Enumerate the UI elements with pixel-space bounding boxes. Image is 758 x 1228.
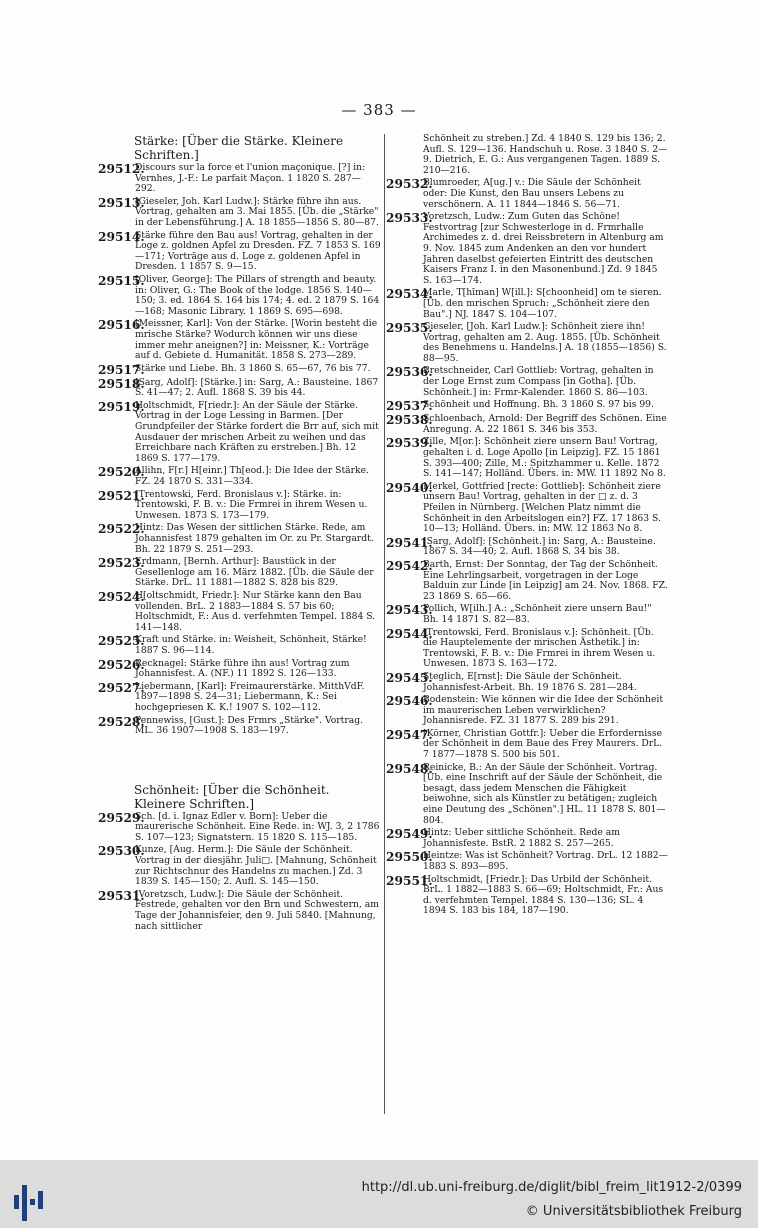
bibliography-entry (386, 560, 668, 602)
entry-text: Reinicke, B.: An der Säule der Schönheit. Vortrag. [Üb. eine Inschrift auf der Säule der Schönheit, die besagt, dass jedem Menschen die Fähigkeit beiwohne, sich als Künstler zu betätigen; zugleich eine Deutung des „Schönen".] HL. 11 1878 S. 801—804. (423, 761, 666, 826)
bibliography-entry (98, 682, 381, 714)
ub-freiburg-logo-icon (14, 1181, 44, 1221)
entry-number: 29542. (386, 558, 433, 573)
bibliography-entry (386, 604, 668, 625)
entry-number: 29515. (98, 273, 145, 288)
entry-list (98, 163, 381, 737)
entry-number: 29545. (386, 670, 433, 685)
bibliography-entry (386, 672, 668, 693)
entry-text: [Körner, Christian Gottfr.]: Ueber die Erfordernisse der Schönheit in dem Baue des Frey Maurers. DrL. 7 1877—1878 S. 500 bis 501. (423, 727, 663, 761)
bibliography-entry (98, 591, 381, 633)
entry-number: 29529. (98, 810, 145, 825)
entry-text: Recknagel: Stärke führe ihn aus! Vortrag zum Johannisfest. A. (NF.) 11 1892 S. 126—133. (135, 657, 350, 680)
entry-text: Pennewiss, [Gust.]: Des Frmrs „Stärke". Vortrag. ML. 36 1907—1908 S. 183—197. (135, 714, 364, 737)
entry-number: 29512. (98, 162, 145, 176)
bibliography-entry (386, 437, 668, 479)
entry-text: Blumroeder, A[ug.] v.: Die Säule der Schönheit oder: Die Kunst, den Bau unsers Lebens zu verschönern. A. 11 1844—1846 S. 56—71. (423, 177, 641, 210)
entry-number: 29531. (98, 888, 145, 903)
entry-text: Gieseler, [Joh. Karl Ludw.]: Schönheit ziere ihn! Vortrag, gehalten am 2. Aug. 1855. [Üb. Schönheit des Benehmens u. Handelns.] A. 18 (1855—1856) S. 88—95. (423, 321, 667, 364)
entry-text: [Gieseler, Joh. Karl Ludw.]: Stärke führe ihn aus. Vortrag, gehalten am 3. Mai 1855. [Üb. die „Stärke" in der Lebensführung.] A. 18 1855—1856 S. 80—87. (135, 195, 379, 228)
entry-text: [Sarg, Adolf]: [Schönheit.] in: Sarg, A.: Bausteine. 1867 S. 34—40; 2. Aufl. 1868 S. 34 bis 38. (423, 535, 656, 558)
bibliography-entry (386, 212, 668, 286)
entry-text: [Sarg, Adolf]: [Stärke.] in: Sarg, A.: Bausteine. 1867 S. 41—47; 2. Aufl. 1868 S. 39 bis 44. (135, 376, 379, 399)
entry-number: 29525. (98, 634, 145, 649)
entry-number: 29537. (386, 399, 433, 414)
entry-number: 29544. (386, 626, 433, 641)
bibliography-entry (98, 812, 381, 844)
entry-number: 29541. (386, 535, 433, 550)
entry-list (98, 812, 381, 933)
entry-text: [Meissner, Karl]: Von der Stärke. [Worin besteht die mrische Stärke? Wodurch können wir uns diese immer mehr aneignen?] in: Meissner, K.: Vorträge auf d. Gebiete d. Humanität. 1858 S. 273—289. (135, 318, 378, 362)
entry-text: Voretzsch, Ludw.: Zum Guten das Schöne! Festvortrag [zur Schwesterloge in d. Frmrhalle Archimedes z. d. drei Reissbretern in Altenburg am 9. Nov. 1845 zum Andenken an den vor hundert Jahren daselbst gefeierten Eintritt des deutschen Kaisers Franz I. in den Masonenbund.] Zd. 9 1845 S. 163—174. (423, 211, 664, 286)
bibliography-entry (386, 695, 668, 727)
entry-number: 29540. (386, 480, 433, 495)
entry-text: Stärke und Liebe. Bh. 3 1860 S. 65—67, 76 bis 77. (135, 362, 371, 374)
bibliography-entry (386, 875, 668, 917)
bibliography-entry (98, 890, 381, 932)
entry-number: 29549. (386, 827, 433, 842)
bibliography-entry (386, 482, 668, 535)
entry-number: 29524. (98, 589, 145, 604)
entry-text: Schönheit und Hoffnung. Bh. 3 1860 S. 97 bis 99. (423, 399, 654, 411)
section-title-schoenheit: Schönheit: [Über die Schönheit. Kleinere Schriften.] (134, 782, 330, 811)
entry-number: 29550. (386, 850, 433, 865)
entry-text: [Oliver, George]: The Pillars of strength and beauty. in: Oliver, G.: The Book of the lodge. 1856 S. 140—150; 3. ed. 1864 S. 164 bis 174; 4. ed. 2 1879 S. 164—168; Masonic Library. 1 1869 S. 695—698. (135, 273, 380, 317)
entry-number: 29528. (98, 714, 145, 729)
section-title-staerke: Stärke: [Über die Stärke. Kleinere Schriften.] (134, 134, 344, 162)
entry-number: 29520. (98, 465, 145, 480)
entry-number: 29535. (386, 321, 433, 336)
entry-number: 29536. (386, 365, 433, 380)
entry-number: 29538. (386, 413, 433, 428)
column-divider (384, 134, 385, 1114)
entry-text: [Voretzsch, Ludw.]: Die Säule der Schönheit. Festrede, gehalten vor den Brn und Schwestern, am Tage der Johannisfeier, den 9. Juli 5840. [Mahnung, nach sittlicher (135, 888, 379, 932)
entry-text: Stärke führe den Bau aus! Vortrag, gehalten in der Loge z. goldnen Apfel zu Dresden. FZ. 7 1853 S. 169—171; Vorträge aus d. Loge z. goldenen Apfel in Dresden. 1 1857 S. 9—15. (135, 229, 381, 273)
entry-text: Bodenstein: Wie können wir die Idee der Schönheit im maurerischen Leben verwirklichen? Johannisrede. FZ. 31 1877 S. 289 bis 291. (423, 694, 664, 727)
bibliography-entry (98, 845, 381, 887)
entry-text: Steglich, E[rnst]: Die Säule der Schönheit. Johannisfest-Arbeit. Bh. 19 1876 S. 281—284. (423, 670, 637, 693)
bibliography-entry (98, 163, 381, 195)
copyright-notice: © Universitätsbibliothek Freiburg (525, 1204, 742, 1219)
entry-text: Pollich, W[ilh.] A.: „Schönheit ziere unsern Bau!" Bh. 14 1871 S. 82—83. (423, 603, 652, 625)
entry-text: Merkel, Gottfried [recte: Gottlieb]: Schönheit ziere unsern Bau! Vortrag, gehalten in der □ z. d. 3 Pfeilen in Nürnberg. [Welchen Platz nimmt die Schönheit in den Arbeitslogen ein?] FZ. 17 1863 S. 10—13; Holländ. Übers. in: MW. 12 1863 No 8. (423, 480, 661, 535)
bibliography-entry (98, 523, 381, 555)
bibliography-entry (386, 400, 668, 412)
entry-text: Liebermann, [Karl]: Freimaurerstärke. MitthVdF. 1897—1898 S. 24—31; Liebermann, K.: Sei hochgepriesen K. K.! 1907 S. 102—112. (135, 680, 365, 713)
bibliography-entry (386, 288, 668, 320)
entry-number: 29522. (98, 522, 145, 537)
bibliography-entry (98, 466, 381, 487)
entry-number: 29546. (386, 694, 433, 709)
bibliography-entry (98, 319, 381, 361)
entry-text: Heintze: Was ist Schönheit? Vortrag. DrL. 12 1882—1883 S. 893—895. (423, 850, 668, 872)
entry-number: 29516. (98, 318, 145, 333)
entry-number: 29521. (98, 488, 145, 503)
source-url-link[interactable]: http://dl.ub.uni-freiburg.de/diglit/bibl_freim_lit1912-2/0399 (361, 1180, 742, 1195)
entry-number: 29534. (386, 287, 433, 302)
entry-text: Kraft und Stärke. in: Weisheit, Schönheit, Stärke! 1887 S. 96—114. (135, 634, 367, 656)
bibliography-entry (98, 635, 381, 656)
entry-number: 29543. (386, 603, 433, 618)
entry-number: 29523. (98, 556, 145, 571)
page-number: — 383 — (341, 101, 417, 119)
bibliography-entry (386, 729, 668, 761)
entry-text: Allihn, F[r.] H[einr.] Th[eod.]: Die Idee der Stärke. FZ. 24 1870 S. 331—334. (135, 465, 369, 488)
entry-text: Holtschmidt, [Friedr.]: Das Urbild der Schönheit. BrL. 1 1882—1883 S. 66—69; Holtschmidt, Fr.: Aus d. verfehmten Tempel. 1884 S. 130—136; SL. 4 1894 S. 183 bis 184, 187—190. (423, 873, 664, 917)
entry-text: Discours sur la force et l'union maçonique. [?] in: Vernhes, J.-F.: Le parfait Maçon. 1 1820 S. 287—292. (135, 162, 366, 195)
entry-text: Kunze, [Aug. Herm.]: Die Säule der Schönheit. Vortrag in der diesjähr. Juli□. [Mahnung, Schönheit zur Richtschnur des Handelns zu machen.] Zd. 3 1839 S. 145—150; 2. Aufl. S. 145—150. (135, 844, 377, 888)
right-column (386, 134, 668, 919)
entry-number: 29530. (98, 844, 145, 859)
bibliography-entry (98, 716, 381, 737)
entry-text: Sch. [d. i. Ignaz Edler v. Born]: Ueber die maurerische Schönheit. Eine Rede. in: WJ. 3, 2 1786 S. 107—123; Signatstern. 15 1820 S. 115—185. (135, 810, 380, 843)
entry-list (386, 178, 668, 917)
entry-number: 29548. (386, 761, 433, 776)
entry-number: 29539. (386, 436, 433, 451)
entry-number: 29533. (386, 211, 433, 226)
entry-number: 29514. (98, 229, 145, 244)
bibliography-entry (386, 537, 668, 558)
bibliography-entry (386, 178, 668, 210)
bibliography-entry (98, 557, 381, 589)
entry-number: 29518. (98, 376, 145, 391)
entry-text: [Trentowski, Ferd. Bronislaus v.]: Schönheit. [Üb. die Hauptelemente der mrischen Ästhetik.] in: Trentowski, F. B. v.: Die Frmrei in ihrem Wesen u. Unwesen. 1873 S. 163—172. (423, 626, 656, 670)
bibliography-entry (386, 628, 668, 670)
bibliography-entry (98, 490, 381, 522)
entry-text: Erdmann, [Bernh. Arthur]: Baustück in der Gesellenloge am 16. März 1882. [Üb. die Säule der Stärke. DrL. 11 1881—1882 S. 828 bis 829. (135, 556, 374, 589)
entry-text: Marle, T[hīman] W[ill.]: S[choonheid] om te sieren. [Üb. den mrischen Spruch: „Schönheit ziere den Bau".] NJ. 1847 S. 104—107. (423, 287, 662, 320)
bibliography-entry (98, 659, 381, 680)
entry-text: Barth, Ernst: Der Sonntag, der Tag der Schönheit. Eine Lehrlingsarbeit, vorgetragen in der Loge Balduin zur Linde [in Leipzig] am 24. Nov. 1868. FZ. 23 1869 S. 65—66. (423, 558, 668, 602)
bibliography-entry (386, 763, 668, 827)
entry-number: 29519. (98, 399, 145, 414)
entry-number: 29526. (98, 657, 145, 672)
entry-number: 29513. (98, 195, 145, 210)
bibliography-entry (386, 828, 668, 849)
bibliography-entry (98, 378, 381, 399)
entry-text: Bretschneider, Carl Gottlieb: Vortrag, gehalten in der Loge Ernst zum Compass [in Gotha]. [Üb. Schönheit.] in: Frmr-Kalender. 1860 S. 86—103. (423, 365, 654, 398)
bibliography-entry (98, 275, 381, 317)
entry-number: 29547. (386, 727, 433, 742)
entry-text: Zille, M[or.]: Schönheit ziere unsern Bau! Vortrag, gehalten i. d. Loge Apollo [in Leipzig]. FZ. 15 1861 S. 393—400; Zille, M.: Spitzhammer u. Kelle. 1872 S. 141—147; Holländ. Übers. in: MW. 11 1892 No 8. (423, 436, 666, 480)
bibliography-entry (386, 366, 668, 398)
entry-number: 29517. (98, 362, 145, 377)
entry-text: Holtschmidt, F[riedr.]: An der Säule der Stärke. Vortrag in der Loge Lessing in Barmen. [Der Grundpfeiler der Stärke fordert die Brr auf, sich mit Ausdauer der mrischen Arbeit zu weihen und das Erreichbare nach Kräften zu erstreben.] Bh. 12 1869 S. 177—179. (135, 399, 379, 464)
entry-text: H[oltschmidt, Friedr.]: Nur Stärke kann den Bau vollenden. BrL. 2 1883—1884 S. 57 bis 60; Holtschmidt, F.: Aus d. verfehmten Tempel. 1884 S. 141—148. (135, 589, 376, 633)
bibliography-entry (386, 414, 668, 435)
entry-number: 29527. (98, 680, 145, 695)
entry-text: [Trentowski, Ferd. Bronislaus v.]: Stärke. in: Trentowski, F. B. v.: Die Frmrei in ihrem Wesen u. Unwesen. 1873 S. 173—179. (135, 488, 368, 521)
bibliography-entry (386, 322, 668, 364)
bibliography-entry (98, 401, 381, 465)
entry-number: 29551. (386, 873, 433, 888)
bibliography-entry (386, 851, 668, 872)
bibliography-entry (98, 197, 381, 229)
entry-text: Schloenbach, Arnold: Der Begriff des Schönen. Eine Anregung. A. 22 1861 S. 346 bis 353. (423, 413, 667, 435)
entry-continuation: Schönheit zu streben.] Zd. 4 1840 S. 129 bis 136; 2. Aufl. S. 129—136. Handschuh u. Rose. 3 1840 S. 2—9. Dietrich, E. G.: Aus vergangenen Tagen. 1889 S. 210—216. (423, 133, 668, 176)
bibliography-entry (98, 231, 381, 273)
left-column (98, 134, 381, 934)
bibliography-entry (98, 364, 381, 376)
entry-number: 29532. (386, 177, 433, 192)
entry-text: Hintz: Ueber sittliche Schönheit. Rede am Johannisfeste. BstR. 2 1882 S. 257—265. (423, 827, 620, 849)
entry-text: Hintz: Das Wesen der sittlichen Stärke. Rede, am Johannisfest 1879 gehalten im Or. zu Pr. Stargardt. Bh. 22 1879 S. 251—293. (135, 522, 374, 555)
